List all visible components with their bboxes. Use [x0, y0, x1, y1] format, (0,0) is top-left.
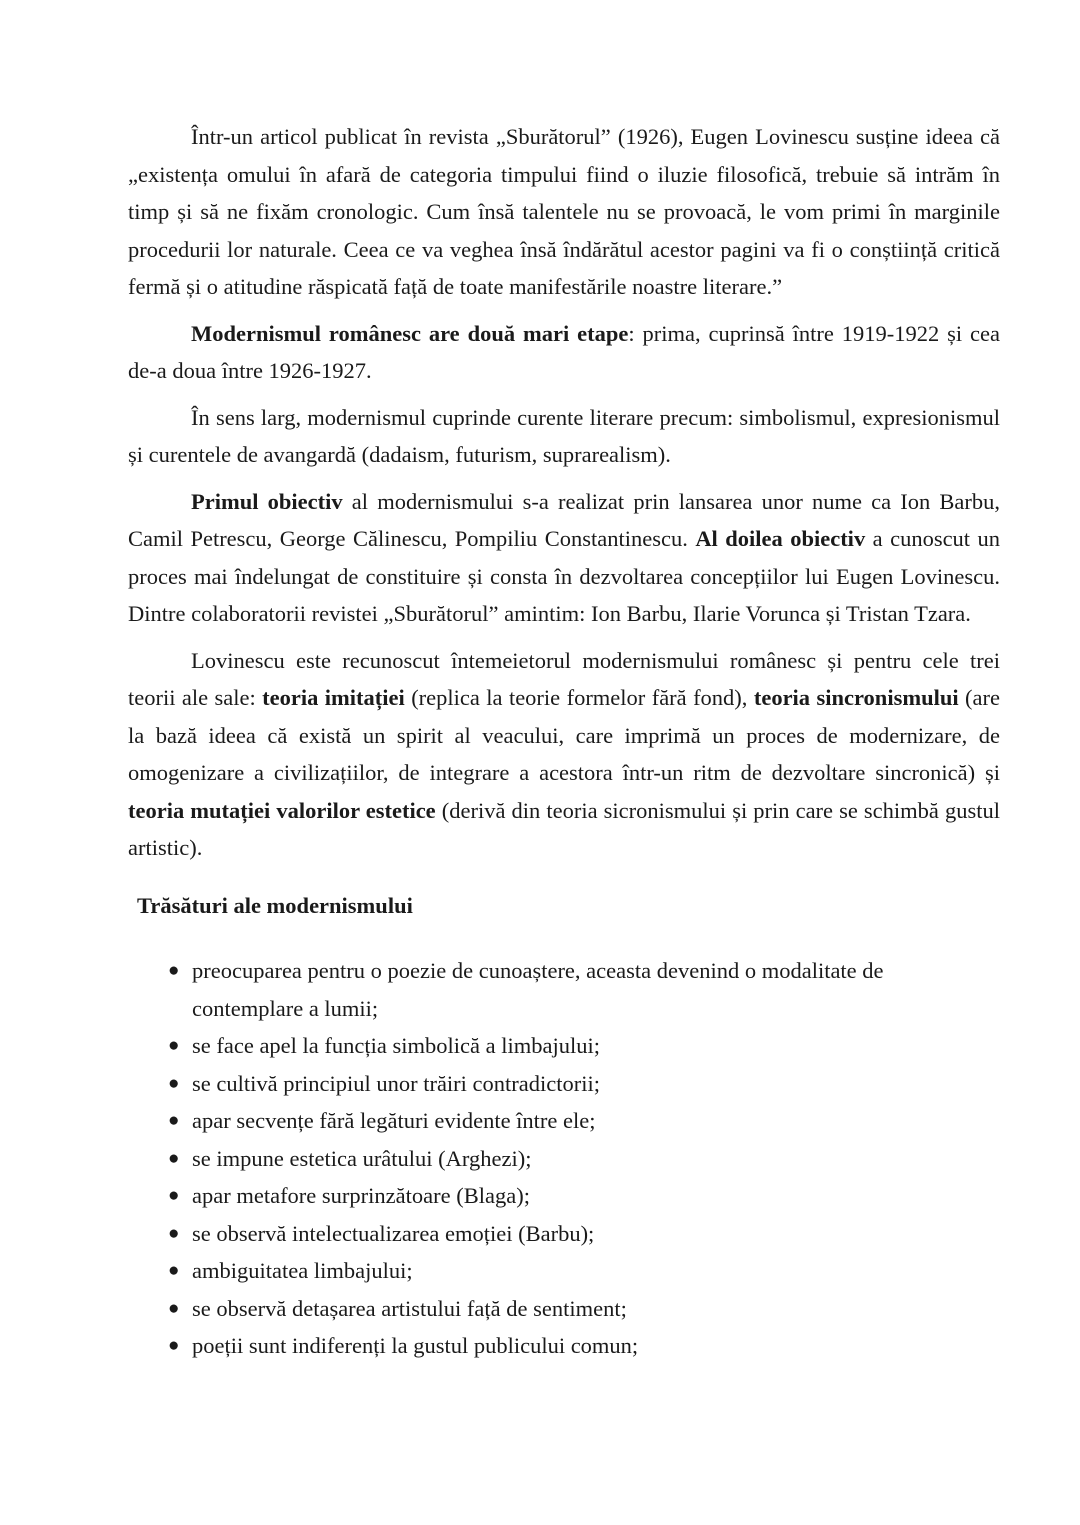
- list-item-label: se observă detașarea artistului față de sentiment;: [192, 1295, 627, 1321]
- paragraph-spacer: [128, 390, 1000, 399]
- bullet-icon: ●: [168, 1222, 180, 1244]
- list-item-label: ambiguitatea limbajului;: [192, 1258, 413, 1283]
- list-spacer: [128, 924, 1000, 952]
- emphasis-al-doilea-obiectiv: Al doilea obiectiv: [695, 526, 866, 551]
- list-item-label: se observă intelectualizarea emoției (Barbu);: [192, 1220, 595, 1246]
- section-spacer: [128, 867, 1000, 887]
- list-item: [128, 1065, 1000, 1103]
- emphasis-teoria-sincronismului: teoria sincronismului: [753, 685, 959, 710]
- list-item-label: preocuparea pentru o poezie de cunoaștere, aceasta devenind o modalitate de contemplare a lumii;: [192, 958, 884, 1021]
- list-item: [128, 1140, 1000, 1178]
- paragraph-spacer: [128, 633, 1000, 642]
- paragraph-modernism-stages: [128, 315, 1000, 390]
- bullet-icon: ●: [168, 1072, 180, 1094]
- paragraph-modernism-broad-sense: [128, 399, 1000, 474]
- list-item: [128, 1027, 1000, 1065]
- list-item: [128, 1327, 1000, 1365]
- list-item: [128, 1177, 1000, 1215]
- paragraph-text: (derivă din teoria sicronismului și prin care se schimbă gustul artistic).: [128, 797, 1000, 860]
- bullet-icon: ●: [168, 1110, 180, 1131]
- list-item: [128, 1215, 1000, 1253]
- list-item-label: poeții sunt indiferenți la gustul publicului comun;: [192, 1333, 639, 1358]
- list-item: [128, 952, 1000, 1027]
- paragraph-text: Într-un articol publicat în revista „Sburătorul” (1926), Eugen Lovinescu susține ideea că „existența omului în afară de categoria timpului fiind o iluzie filosofică, trebuie să intrăm în timp și să ne fixăm cronologic. Cum însă talentele nu se provoacă, le vom primi în marginile procedurii lor naturale. Ceea ce va veghea însă îndărătul acestor pagini va fi o conștiință critică fermă și o atitudine răspicată față de toate manifestările noastre literare.”: [128, 124, 1000, 299]
- paragraph-three-theories: [128, 642, 1000, 867]
- list-item-label: se impune estetica urâtului (Arghezi);: [192, 1145, 532, 1171]
- list-item-label: apar metafore surprinzătoare (Blaga);: [192, 1183, 530, 1208]
- list-item: [128, 1252, 1000, 1290]
- paragraph-text: : prima, cuprinsă între 1919-1922 și cea de-a doua între 1926-1927.: [128, 320, 1001, 383]
- paragraph-objectives: [128, 483, 1000, 633]
- emphasis-primul-obiectiv: Primul obiectiv: [191, 488, 343, 514]
- emphasis-teoria-imitatiei: teoria imitației: [262, 685, 405, 710]
- trait-list: [128, 952, 1000, 1365]
- paragraph-text: a cunoscut un proces mai îndelungat de constituire și consta în dezvoltarea concepțiilor lui Eugen Lovinescu. Dintre colaboratorii revistei „Sburătorul” amintim: Ion Barbu, Ilarie Vorunca și Tristan Tzara.: [128, 526, 1001, 626]
- list-item-label: apar secvențe fără legături evidente între ele;: [192, 1108, 596, 1133]
- bullet-icon: ●: [168, 1185, 180, 1206]
- emphasis-modernismul-romanesc: Modernismul românesc are două mari etape: [191, 320, 629, 346]
- paragraph-lovinescu-sburatorul-quote: [128, 118, 1000, 306]
- emphasis-teoria-mutatiei-valorilor-estetice: teoria mutației valorilor estetice: [128, 797, 436, 823]
- bullet-icon: ●: [168, 1147, 180, 1169]
- bullet-icon: ●: [168, 960, 180, 981]
- list-item: [128, 1290, 1000, 1328]
- bullet-icon: ●: [168, 1335, 180, 1356]
- document-body: [128, 118, 1000, 1365]
- paragraph-text: (replica la teorie formelor fără fond),: [404, 685, 754, 710]
- list-item-label: se cultivă principiul unor trăiri contradictorii;: [192, 1070, 600, 1096]
- paragraph-text: Lovinescu este recunoscut întemeietorul modernismului românesc și pentru cele trei teorii ale sale:: [128, 647, 1000, 710]
- paragraph-text: al modernismului s-a realizat prin lansarea unor nume ca Ion Barbu, Camil Petrescu, George Călinescu, Pompiliu Constantinescu.: [128, 488, 1001, 551]
- bullet-icon: ●: [168, 1260, 180, 1281]
- paragraph-text: (are la bază ideea că există un spirit al veacului, care imprimă un proces de modernizare, de omogenizare a civilizațiilor, de integrare a acestora într-un ritm de dezvoltare sincronică) și: [128, 685, 1000, 785]
- paragraph-text: În sens larg, modernismul cuprinde curente literare precum: simbolismul, expresionismul și curentele de avangardă (dadaism, futurism, suprarealism).: [128, 404, 1000, 467]
- paragraph-spacer: [128, 474, 1000, 483]
- list-item: [128, 1102, 1000, 1140]
- section-heading-trasaturi: Trăsături ale modernismului: [137, 892, 413, 918]
- bullet-icon: ●: [168, 1035, 180, 1056]
- paragraph-spacer: [128, 306, 1000, 315]
- bullet-icon: ●: [168, 1297, 180, 1319]
- list-item-label: se face apel la funcția simbolică a limbajului;: [192, 1033, 600, 1058]
